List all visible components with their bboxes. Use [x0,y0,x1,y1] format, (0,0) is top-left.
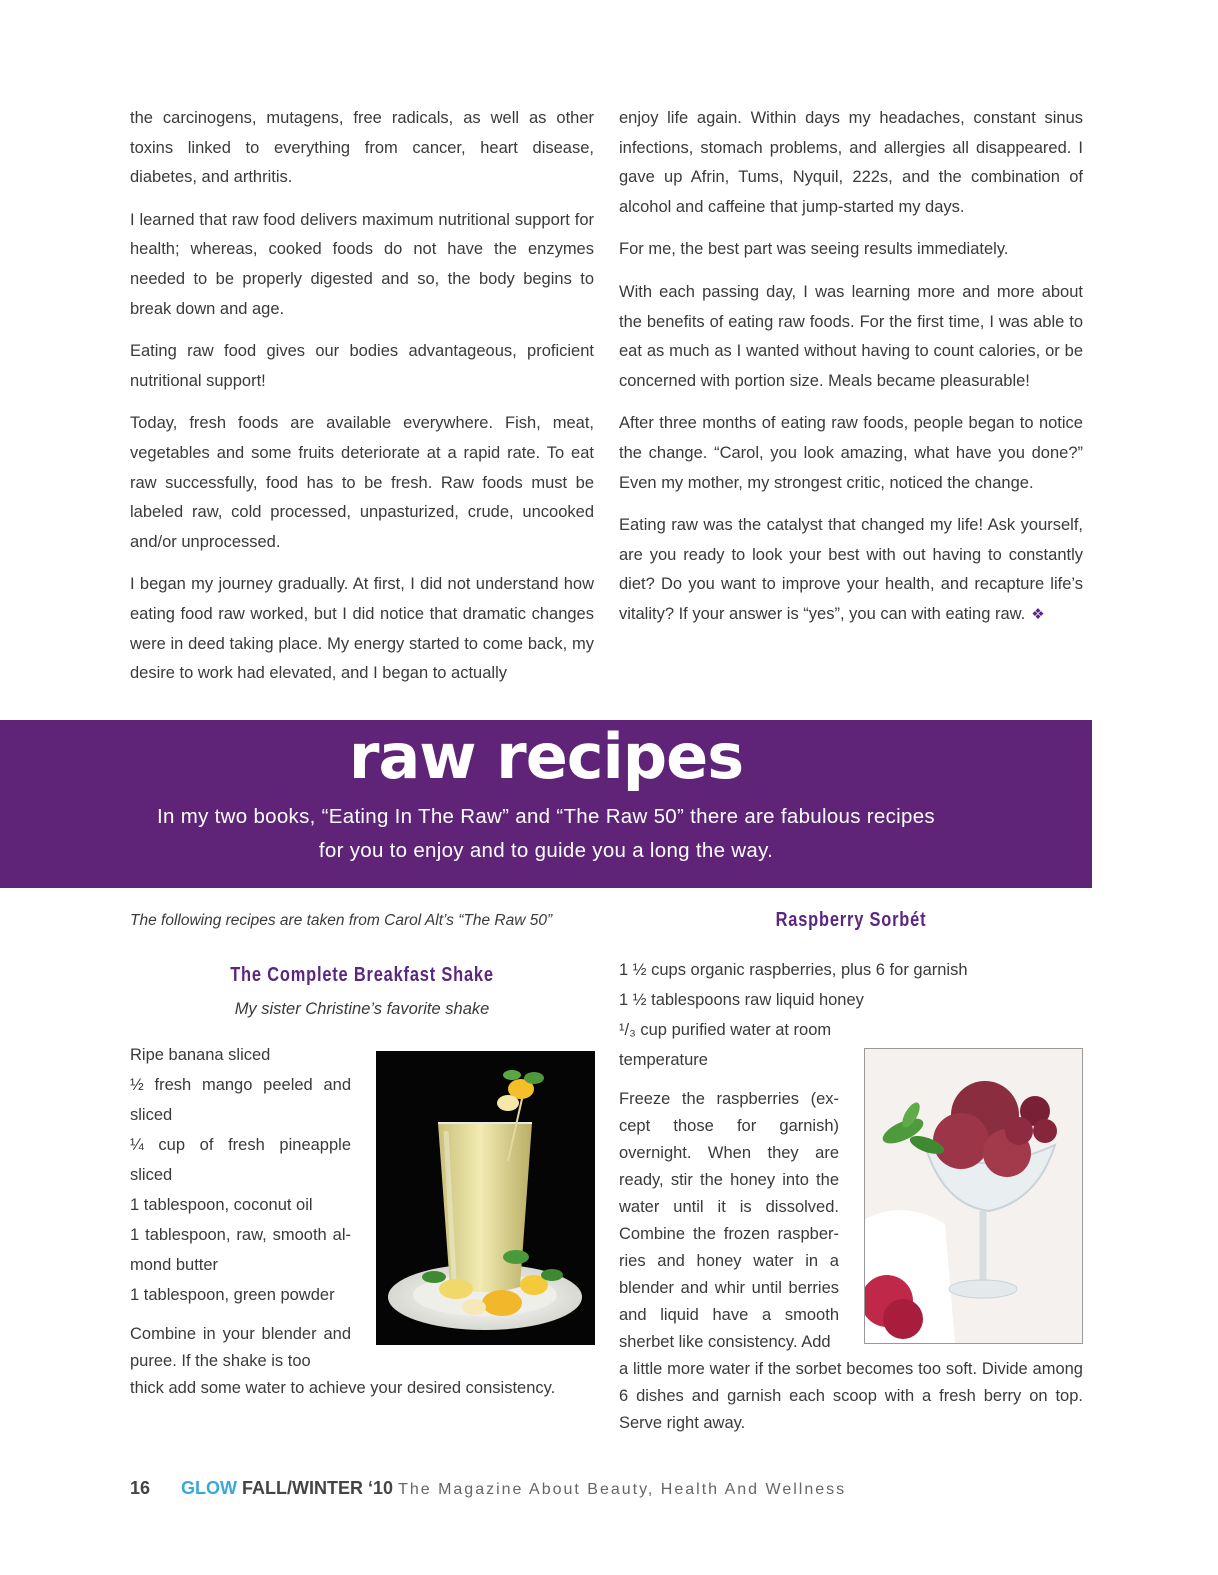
ingredient-item: 1 ½ cups organic raspberries, plus 6 for garnish [619,961,968,979]
shake-glass-illustration [376,1051,595,1345]
article-paragraph: With each passing day, I was learning more and more about the benefits of eating raw foods. For the first time, I was able to eat as much as I wanted without having to count calories, or be concerned with portion size. Meals became pleasurable! [619,282,1083,390]
shake-ingredient-list [130,1040,351,1310]
recipe-source-note: The following recipes are taken from Carol Alt’s “The Raw 50” [130,912,553,929]
article-paragraph: After three months of eating raw foods, people began to notice the change. “Carol, you look amazing, what have you done?” Even my mother, my strongest critic, noticed the change. [619,414,1083,492]
article-paragraph: I began my journey gradually. At first, I did not understand how eating food raw worked, but I did notice that dramatic changes were in deed taking place. My energy started to come back, my desire to work had elevated, and I began to actually [130,575,594,683]
ingredient-item: 1 tablespoon, coconut oil [130,1196,313,1214]
end-mark-icon: ❖ [1031,605,1045,623]
article-paragraph: For me, the best part was seeing results immediately. [619,240,1009,259]
ingredient-item: Ripe banana sliced [130,1046,271,1064]
shake-photo [376,1051,595,1345]
article-column-left [130,104,594,702]
ingredient-item: 1 tablespoon, raw, smooth al-mond butter [130,1226,351,1274]
banner-subtitle-line: In my two books, “Eating In The Raw” and “The Raw 50” there are fabulous recipes [157,805,935,828]
page-footer [130,1478,846,1499]
sorbet-recipe-title: Raspberry Sorbét [775,909,927,931]
page-number: 16 [130,1478,151,1498]
magazine-brand: GLOW [181,1478,238,1498]
sorbet-photo [864,1048,1083,1344]
sorbet-method-text: Freeze the raspberries (ex-cept those for garnish) overnight. When they are ready, stir the honey into the water until it is dissolved. Combine the frozen raspber-ries and honey water in a blender and whir until berries and liquid have a smooth sherbet like consistency. Add [619,1090,839,1351]
banner-subtitle [0,800,1092,868]
ingredient-item: 1 ½ tablespoons raw liquid honey [619,991,864,1009]
article-paragraph: Eating raw food gives our bodies advantageous, proficient nutritional support! [130,342,594,390]
article-paragraph-final [619,511,1083,629]
banner-subtitle-line: for you to enjoy and to guide you a long the way. [318,839,774,862]
sorbet-dish-illustration [865,1049,1082,1343]
ingredient-item: 1 tablespoon, green powder [130,1286,335,1304]
raw-recipes-banner [0,720,1092,888]
magazine-tagline: The Magazine About Beauty, Health And Wellness [398,1481,847,1498]
article-paragraph: I learned that raw food delivers maximum nutritional support for health; whereas, cooked foods do not have the enzymes needed to be properly digested and so, the body begins to break down and age. [130,210,594,318]
article-paragraph: enjoy life again. Within days my headaches, constant sinus infections, stomach problems, and allergies all disappeared. I gave up Afrin, Tums, Nyquil, 222s, and the combination of alcohol and caffeine that jump-started my days. [619,109,1083,216]
article-column-right [619,104,1083,643]
ingredient-item: ½ fresh mango peeled and sliced [130,1076,351,1124]
article-paragraph: the carcinogens, mutagens, free radicals, as well as other toxins linked to everything from cancer, heart disease, diabetes, and arthritis. [130,109,594,187]
article-final-text: Eating raw was the catalyst that changed my life! Ask yourself, are you ready to look your best with out having to constantly diet? Do you want to improve your health, and recapture life’s vitality? If your answer is “yes”, you can with eating raw. [619,516,1083,623]
shake-recipe-subtitle: My sister Christine’s favorite shake [234,1000,490,1018]
magazine-issue: FALL/WINTER ‘10 [242,1478,394,1498]
article-paragraph: Today, fresh foods are available everywhere. Fish, meat, vegetables and some fruits deteriorate at a rapid rate. To eat raw successfully, food has to be fresh. Raw foods must be labeled raw, cold processed, unpasturized, crude, uncooked and/or unprocessed. [130,414,594,551]
shake-recipe-title: The Complete Breakfast Shake [230,964,494,986]
sorbet-method-text-continued: a little more water if the sorbet becomes too soft. Divide among 6 dishes and garnish each scoop with a fresh berry on top. Serve right away. [619,1360,1083,1432]
ingredient-item: ¼ cup of fresh pineapple sliced [130,1136,351,1184]
ingredient-item: ¹/₃ cup purified water at room temperature [619,1021,832,1069]
shake-method-text-continued: thick add some water to achieve your desired consistency. [130,1379,556,1397]
shake-method-text: Combine in your blender and puree. If the shake is too [130,1325,351,1370]
banner-title: raw recipes [348,720,744,793]
